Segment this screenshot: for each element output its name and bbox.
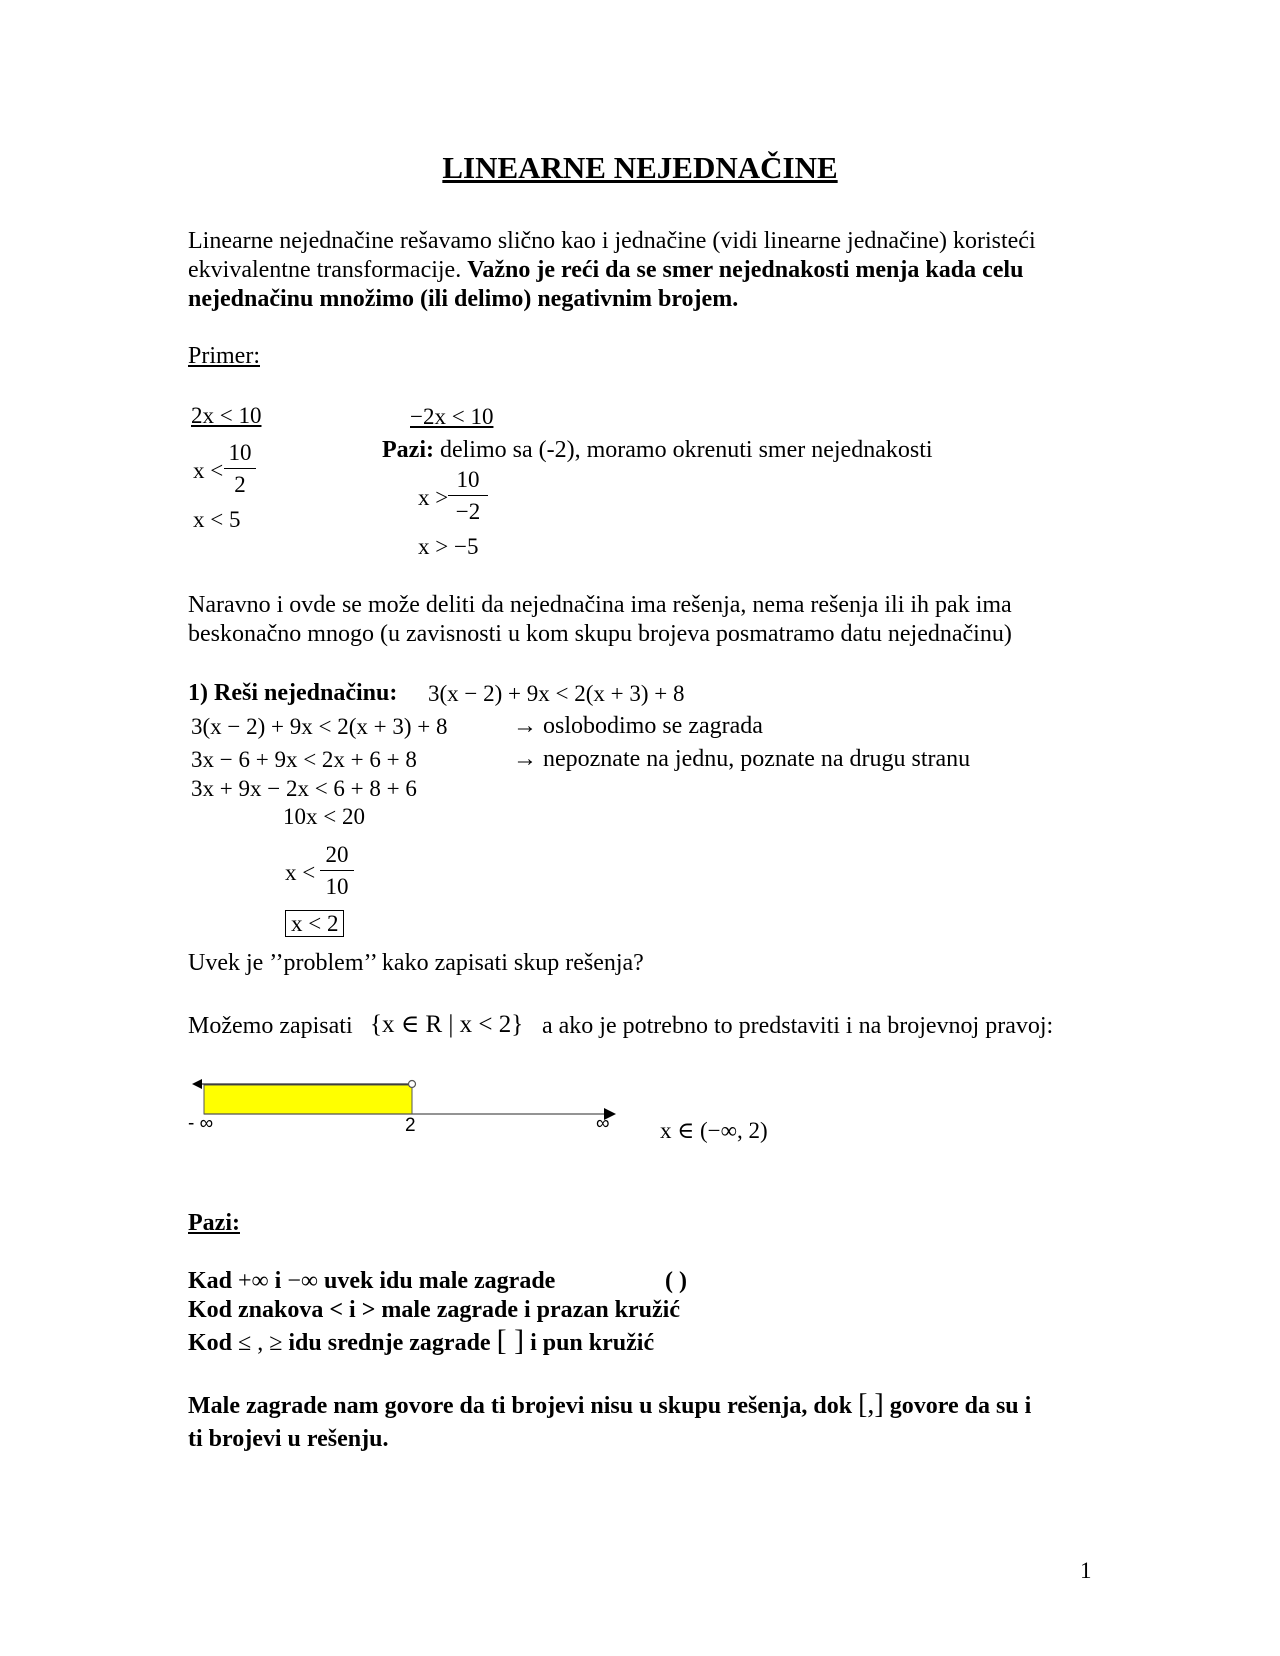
intro-line-2 [188,256,1023,285]
task1-frac-prefix: x < [285,860,316,885]
le-ge-symbols: ≤ , ≥ [238,1330,283,1356]
final-brackets: [,] [858,1389,884,1420]
intro-line-1: Linearne nejednačine rešavamo slično kao i jednačine (vidi linearne jednačine) koristeći [188,228,1036,254]
square-brackets: [ ] [496,1324,525,1357]
right-example-note [382,436,933,465]
task1-result [285,910,344,938]
set-notation-prefix: Možemo zapisati [188,1013,353,1039]
task1-step-2: 3x − 6 + 9x < 2x + 6 + 8 [191,747,417,772]
intro-line-2-bold: Važno je reći da se smer nejednakosti menja kada celu [467,257,1024,283]
primer-label: Primer: [188,343,260,369]
set-notation-set: {x ∈ R | x < 2} [370,1011,524,1038]
right-example-result: x > −5 [418,534,479,559]
right-example-line1: −2x < 10 [410,404,494,429]
final-part-b: govore da su i [883,1393,1032,1419]
paragraph2-line2: beskonačno mnogo (u zavisnosti u kom skupu brojeva posmatramo datu nejednačinu) [188,621,1012,647]
task1-label: 1) Reši nejednačinu: [188,680,398,706]
left-example-fraction [224,440,256,498]
interval-notation: x ∈ (−∞, 2) [660,1118,768,1143]
fraction-denominator: −2 [455,499,481,524]
intro-line-2-plain: ekvivalentne transformacije. [188,257,468,283]
task1-comment-1: → oslobodimo se zagrada [513,713,763,739]
rule3-part-a: Kod [188,1330,239,1356]
set-notation-suffix: a ako je potrebno to predstaviti i na brojevnoj pravoj: [542,1013,1054,1039]
task1-comment-2: → nepoznate na jednu, poznate na drugu stranu [513,746,971,772]
left-example-line1: 2x < 10 [191,403,262,428]
fraction-denominator: 10 [325,874,349,899]
plus-infinity: +∞ [238,1268,269,1294]
pazi-heading: Pazi: [188,1210,240,1236]
boxed-result: x < 2 [285,910,344,937]
task1-step-1: 3(x − 2) + 9x < 2(x + 3) + 8 [191,714,448,739]
rule-1 [188,1267,555,1296]
final-line-1 [188,1390,1031,1421]
left-example-result: x < 5 [193,507,241,532]
page-number: 1 [1080,1558,1092,1583]
page-title: LINEARNE NEJEDNAČINE [442,150,838,185]
number-line-label-neg-inf: - ∞ [188,1113,214,1134]
note-pazi: Pazi: [382,437,434,463]
paragraph2-line1: Naravno i ovde se može deliti da nejednačina ima rešenja, nema rešenja ili ih pak ima [188,592,1012,618]
rule1-part-c: uvek idu male zagrade [318,1268,556,1294]
task1-step-3: 3x + 9x − 2x < 6 + 8 + 6 [191,776,417,801]
rule3-part-c: i pun kružić [524,1330,655,1356]
rule3-part-b: idu srednje zagrade [282,1330,497,1356]
rule-2: Kod znakova < i > male zagrade i prazan kružić [188,1297,680,1323]
final-part-a: Male zagrade nam govore da ti brojevi nisu u skupu rešenja, dok [188,1393,859,1419]
question: Uvek je ’’problem’’ kako zapisati skup rešenja? [188,950,644,976]
solution-interval-fill [204,1085,412,1114]
rule-3 [188,1326,654,1358]
number-line-label-inf: ∞ [596,1113,610,1134]
rule1-brackets: ( ) [665,1268,687,1294]
note-text: delimo sa (-2), moramo okrenuti smer nejednakosti [433,437,933,463]
open-circle-icon [409,1081,416,1088]
right-example-frac-prefix: x > [418,485,449,510]
rule1-part-b: i [268,1268,288,1294]
number-line-label-2: 2 [405,1115,416,1136]
right-example-fraction [448,467,488,525]
fraction-numerator: 10 [456,467,480,492]
fraction-denominator: 2 [234,472,246,497]
intro-line-3: nejednačinu množimo (ili delimo) negativnim brojem. [188,286,739,312]
final-line-2: ti brojevi u rešenju. [188,1426,389,1452]
left-arrow-icon [192,1079,202,1089]
task1-equation: 3(x − 2) + 9x < 2(x + 3) + 8 [428,681,685,706]
rule1-part-a: Kad [188,1268,239,1294]
minus-infinity: −∞ [287,1268,318,1294]
fraction-numerator: 20 [325,842,349,867]
task1-step-4: 10x < 20 [283,804,365,829]
fraction-numerator: 10 [228,440,252,465]
left-example-frac-prefix: x < [193,458,224,483]
task1-fraction [320,842,354,900]
